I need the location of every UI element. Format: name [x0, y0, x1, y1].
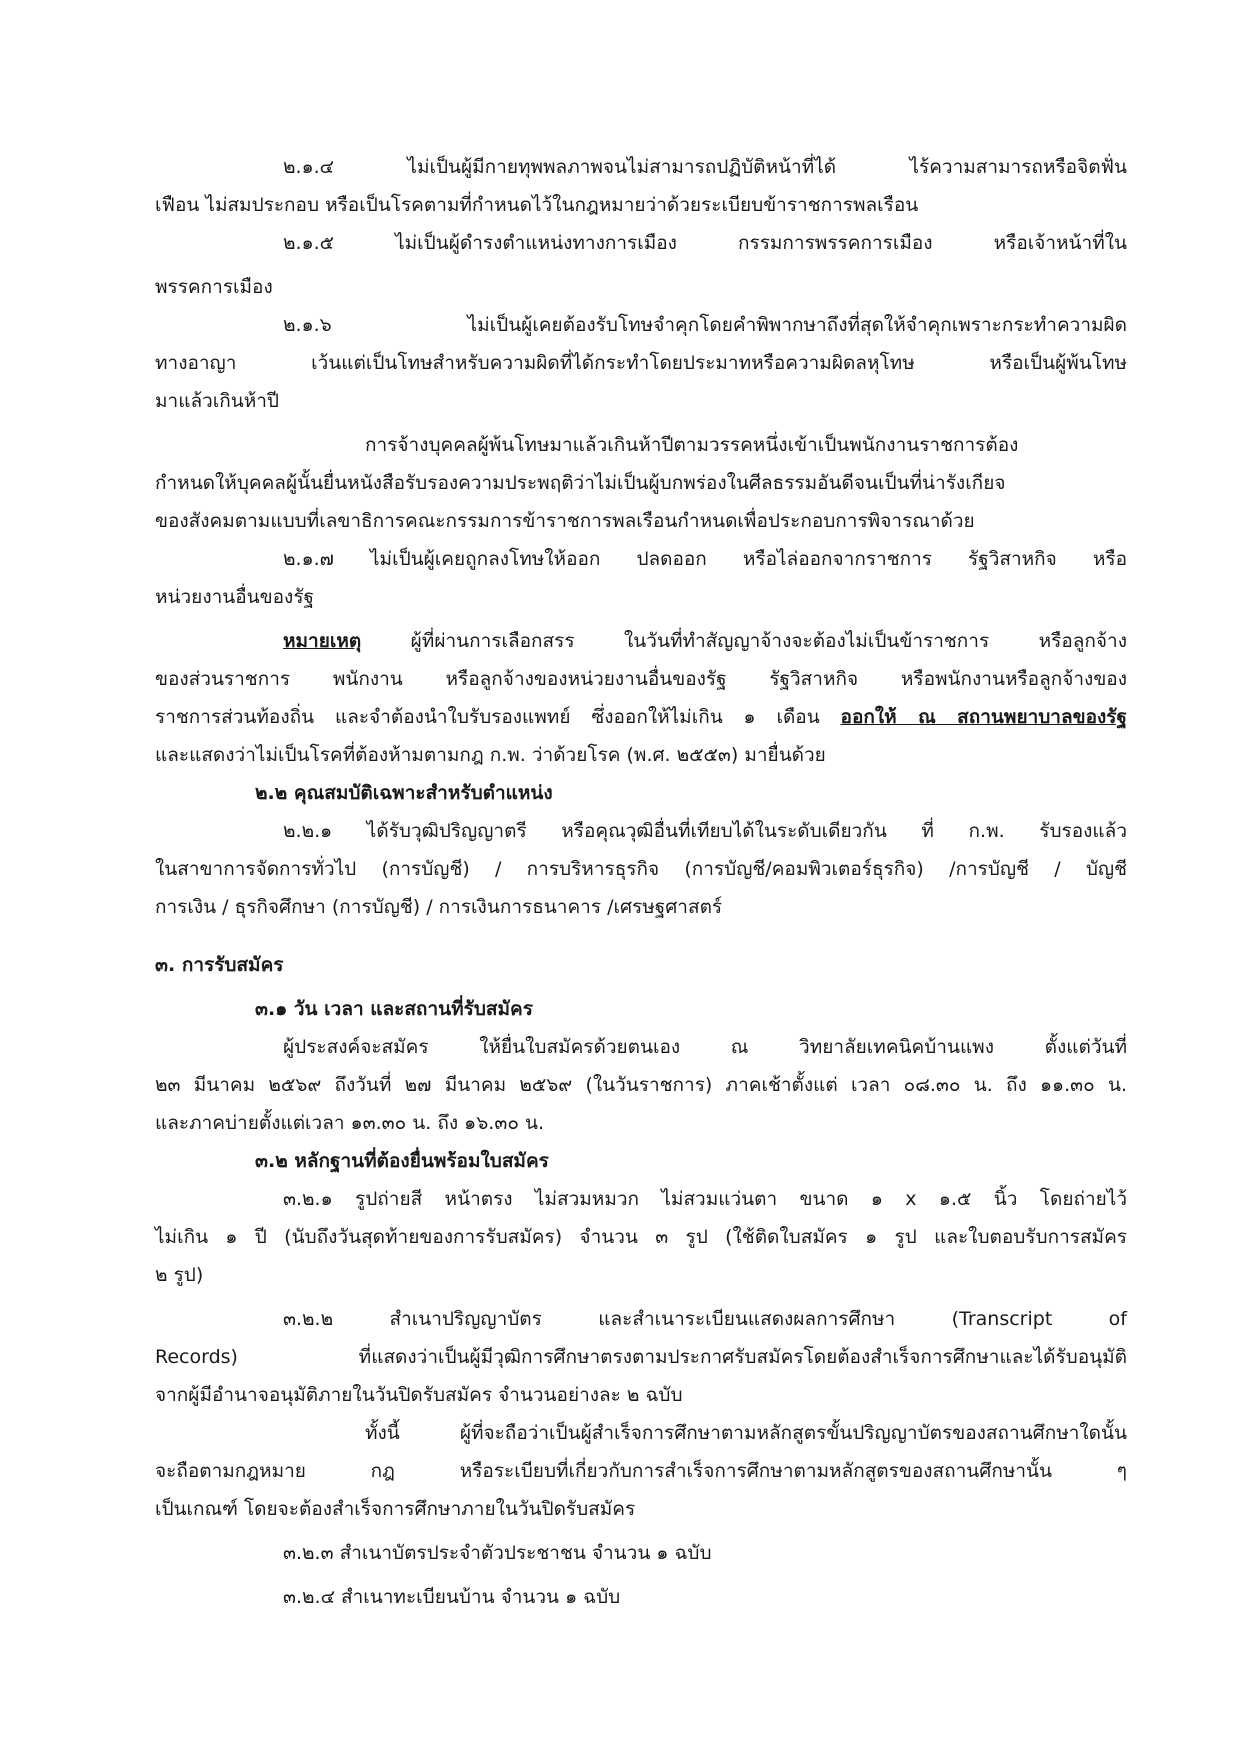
clause-3-2-2-note-line-3: เป็นเกณฑ์ โดยจะต้องสำเร็จการศึกษาภายในวันปิดรับสมัคร [155, 1498, 636, 1520]
clause-3-2-2-note-line-2: จะถือตามกฎหมาย กฎ หรือระเบียบที่เกี่ยวกับการสำเร็จการศึกษาตามหลักสูตรของสถานศึกษานั้น ๆ [155, 1460, 1127, 1482]
clause-2-1-6-note-line-1: การจ้างบุคคลผู้พ้นโทษมาแล้วเกินห้าปีตามวรรคหนึ่งเข้าเป็นพนักงานราชการต้อง [365, 434, 1019, 456]
remark-paragraph [155, 622, 1127, 774]
section-3-1-line-1: ผู้ประสงค์จะสมัคร ให้ยื่นใบสมัครด้วยตนเอง ณ วิทยาลัยเทคนิคบ้านแพง ตั้งแต่วันที่ [283, 1036, 1127, 1058]
clause-2-1-6 [155, 306, 1127, 420]
remark-line-2: ของส่วนราชการ พนักงาน หรือลูกจ้างของหน่วยงานอื่นของรัฐ รัฐวิสาหกิจ หรือพนักงานหรือลูกจ้างของ [155, 668, 1127, 690]
remark-label: หมายเหตุ [283, 630, 362, 652]
section-3-heading: ๓. การรับสมัคร [155, 954, 284, 976]
document-page [155, 148, 1127, 1616]
clause-2-1-7 [155, 540, 1127, 616]
clause-2-1-4 [155, 148, 1127, 224]
clause-2-1-6-line-1: ๒.๑.๖ ไม่เป็นผู้เคยต้องรับโทษจำคุกโดยคำพิพากษาถึงที่สุดให้จำคุกเพราะกระทำความผิด [283, 314, 1127, 336]
clause-2-1-5-line-2: พรรคการเมือง [155, 276, 273, 298]
remark-line-3 [155, 698, 1127, 736]
clause-3-2-2-line-2: Records) ที่แสดงว่าเป็นผู้มีวุฒิการศึกษาตรงตามประกาศรับสมัครโดยต้องสำเร็จการศึกษาและได้รับอนุมัติ [155, 1346, 1127, 1368]
remark-underlined-text: ออกให้ ณ สถานพยาบาลของรัฐ [840, 706, 1127, 728]
clause-2-1-5 [155, 224, 1127, 306]
clause-2-1-6-note [155, 426, 1127, 540]
clause-2-2-1-line-2: ในสาขาการจัดการทั่วไป (การบัญชี) / การบริหารธุรกิจ (การบัญชี/คอมพิวเตอร์ธุรกิจ) /การบัญชี / บัญชี [155, 858, 1127, 880]
section-2-2 [155, 774, 1127, 926]
clause-2-2-1-line-1: ๒.๒.๑ ได้รับวุฒิปริญญาตรี หรือคุณวุฒิอื่นที่เทียบได้ในระดับเดียวกัน ที่ ก.พ. รับรองแล้ว [283, 820, 1127, 842]
section-3-1-line-2: ๒๓ มีนาคม ๒๕๖๙ ถึงวันที่ ๒๗ มีนาคม ๒๕๖๙ (ในวันราชการ) ภาคเช้าตั้งแต่ เวลา ๐๘.๓๐ น. ถึง ๑๑.๓๐ น. [155, 1074, 1127, 1096]
clause-2-1-4-line-1: ๒.๑.๔ ไม่เป็นผู้มีกายทุพพลภาพจนไม่สามารถปฏิบัติหน้าที่ได้ ไร้ความสามารถหรือจิตฟั่น [283, 156, 1127, 178]
clause-2-1-6-note-line-3: ของสังคมตามแบบที่เลขาธิการคณะกรรมการข้าราชการพลเรือนกำหนดเพื่อประกอบการพิจารณาด้วย [155, 510, 975, 532]
section-3-2-heading: ๓.๒ หลักฐานที่ต้องยื่นพร้อมใบสมัคร [255, 1150, 549, 1172]
clause-2-1-6-line-2: ทางอาญา เว้นแต่เป็นโทษสำหรับความผิดที่ได้กระทำโดยประมาทหรือความผิดลหุโทษ หรือเป็นผู้พ้นโทษ [155, 352, 1127, 374]
clause-2-1-6-note-line-2: กำหนดให้บุคคลผู้นั้นยื่นหนังสือรับรองความประพฤติว่าไม่เป็นผู้บกพร่องในศีลธรรมอันดีจนเป็นที่น่ารังเกียจ [155, 472, 1006, 494]
clause-3-2-4: ๓.๒.๔ สำเนาทะเบียนบ้าน จำนวน ๑ ฉบับ [283, 1586, 621, 1608]
clause-3-2-1-line-2: ไม่เกิน ๑ ปี (นับถึงวันสุดท้ายของการรับสมัคร) จำนวน ๓ รูป (ใช้ติดใบสมัคร ๑ รูป และใบตอบรับการสมัคร [155, 1226, 1127, 1248]
remark-line-3-text: ราชการส่วนท้องถิ่น และจำต้องนำใบรับรองแพทย์ ซึ่งออกให้ไม่เกิน ๑ เดือน [155, 706, 841, 728]
clause-2-1-7-line-1: ๒.๑.๗ ไม่เป็นผู้เคยถูกลงโทษให้ออก ปลดออก หรือไล่ออกจากราชการ รัฐวิสาหกิจ หรือ [283, 548, 1127, 570]
section-3-1-line-3: และภาคบ่ายตั้งแต่เวลา ๑๓.๓๐ น. ถึง ๑๖.๓๐ น. [155, 1112, 544, 1134]
section-3 [155, 946, 1127, 1616]
remark-line-1 [155, 622, 1127, 660]
clause-3-2-3: ๓.๒.๓ สำเนาบัตรประจำตัวประชาชน จำนวน ๑ ฉบับ [283, 1542, 712, 1564]
remark-line-4: และแสดงว่าไม่เป็นโรคที่ต้องห้ามตามกฎ ก.พ. ว่าด้วยโรค (พ.ศ. ๒๕๕๓) มายื่นด้วย [155, 744, 826, 766]
clause-2-1-6-line-3: มาแล้วเกินห้าปี [155, 390, 279, 412]
clause-3-2-2-note-line-1: ทั้งนี้ ผู้ที่จะถือว่าเป็นผู้สำเร็จการศึกษาตามหลักสูตรขั้นปริญญาบัตรของสถานศึกษาใดนั้น [365, 1422, 1127, 1444]
clause-3-2-1-line-3: ๒ รูป) [155, 1264, 204, 1286]
section-3-1-heading: ๓.๑ วัน เวลา และสถานที่รับสมัคร [255, 998, 533, 1020]
clause-3-2-2-line-3: จากผู้มีอำนาจอนุมัติภายในวันปิดรับสมัคร จำนวนอย่างละ ๒ ฉบับ [155, 1384, 683, 1406]
clause-2-1-5-line-1: ๒.๑.๕ ไม่เป็นผู้ดำรงตำแหน่งทางการเมือง กรรมการพรรคการเมือง หรือเจ้าหน้าที่ใน [283, 232, 1127, 254]
clause-2-1-4-line-2: เฟือน ไม่สมประกอบ หรือเป็นโรคตามที่กำหนดไว้ในกฎหมายว่าด้วยระเบียบข้าราชการพลเรือน [155, 194, 919, 216]
clause-3-2-2-line-1: ๓.๒.๒ สำเนาปริญญาบัตร และสำเนาระเบียนแสดงผลการศึกษา (Transcript of [283, 1308, 1127, 1330]
remark-line-1-text: ผู้ที่ผ่านการเลือกสรร ในวันที่ทำสัญญาจ้างจะต้องไม่เป็นข้าราชการ หรือลูกจ้าง [361, 630, 1127, 652]
section-2-2-heading: ๒.๒ คุณสมบัติเฉพาะสำหรับตำแหน่ง [255, 782, 553, 804]
clause-2-2-1-line-3: การเงิน / ธุรกิจศึกษา (การบัญชี) / การเงินการธนาคาร /เศรษฐศาสตร์ [155, 896, 723, 918]
clause-2-1-7-line-2: หน่วยงานอื่นของรัฐ [155, 586, 315, 608]
clause-3-2-1-line-1: ๓.๒.๑ รูปถ่ายสี หน้าตรง ไม่สวมหมวก ไม่สวมแว่นตา ขนาด ๑ x ๑.๕ นิ้ว โดยถ่ายไว้ [283, 1188, 1127, 1210]
